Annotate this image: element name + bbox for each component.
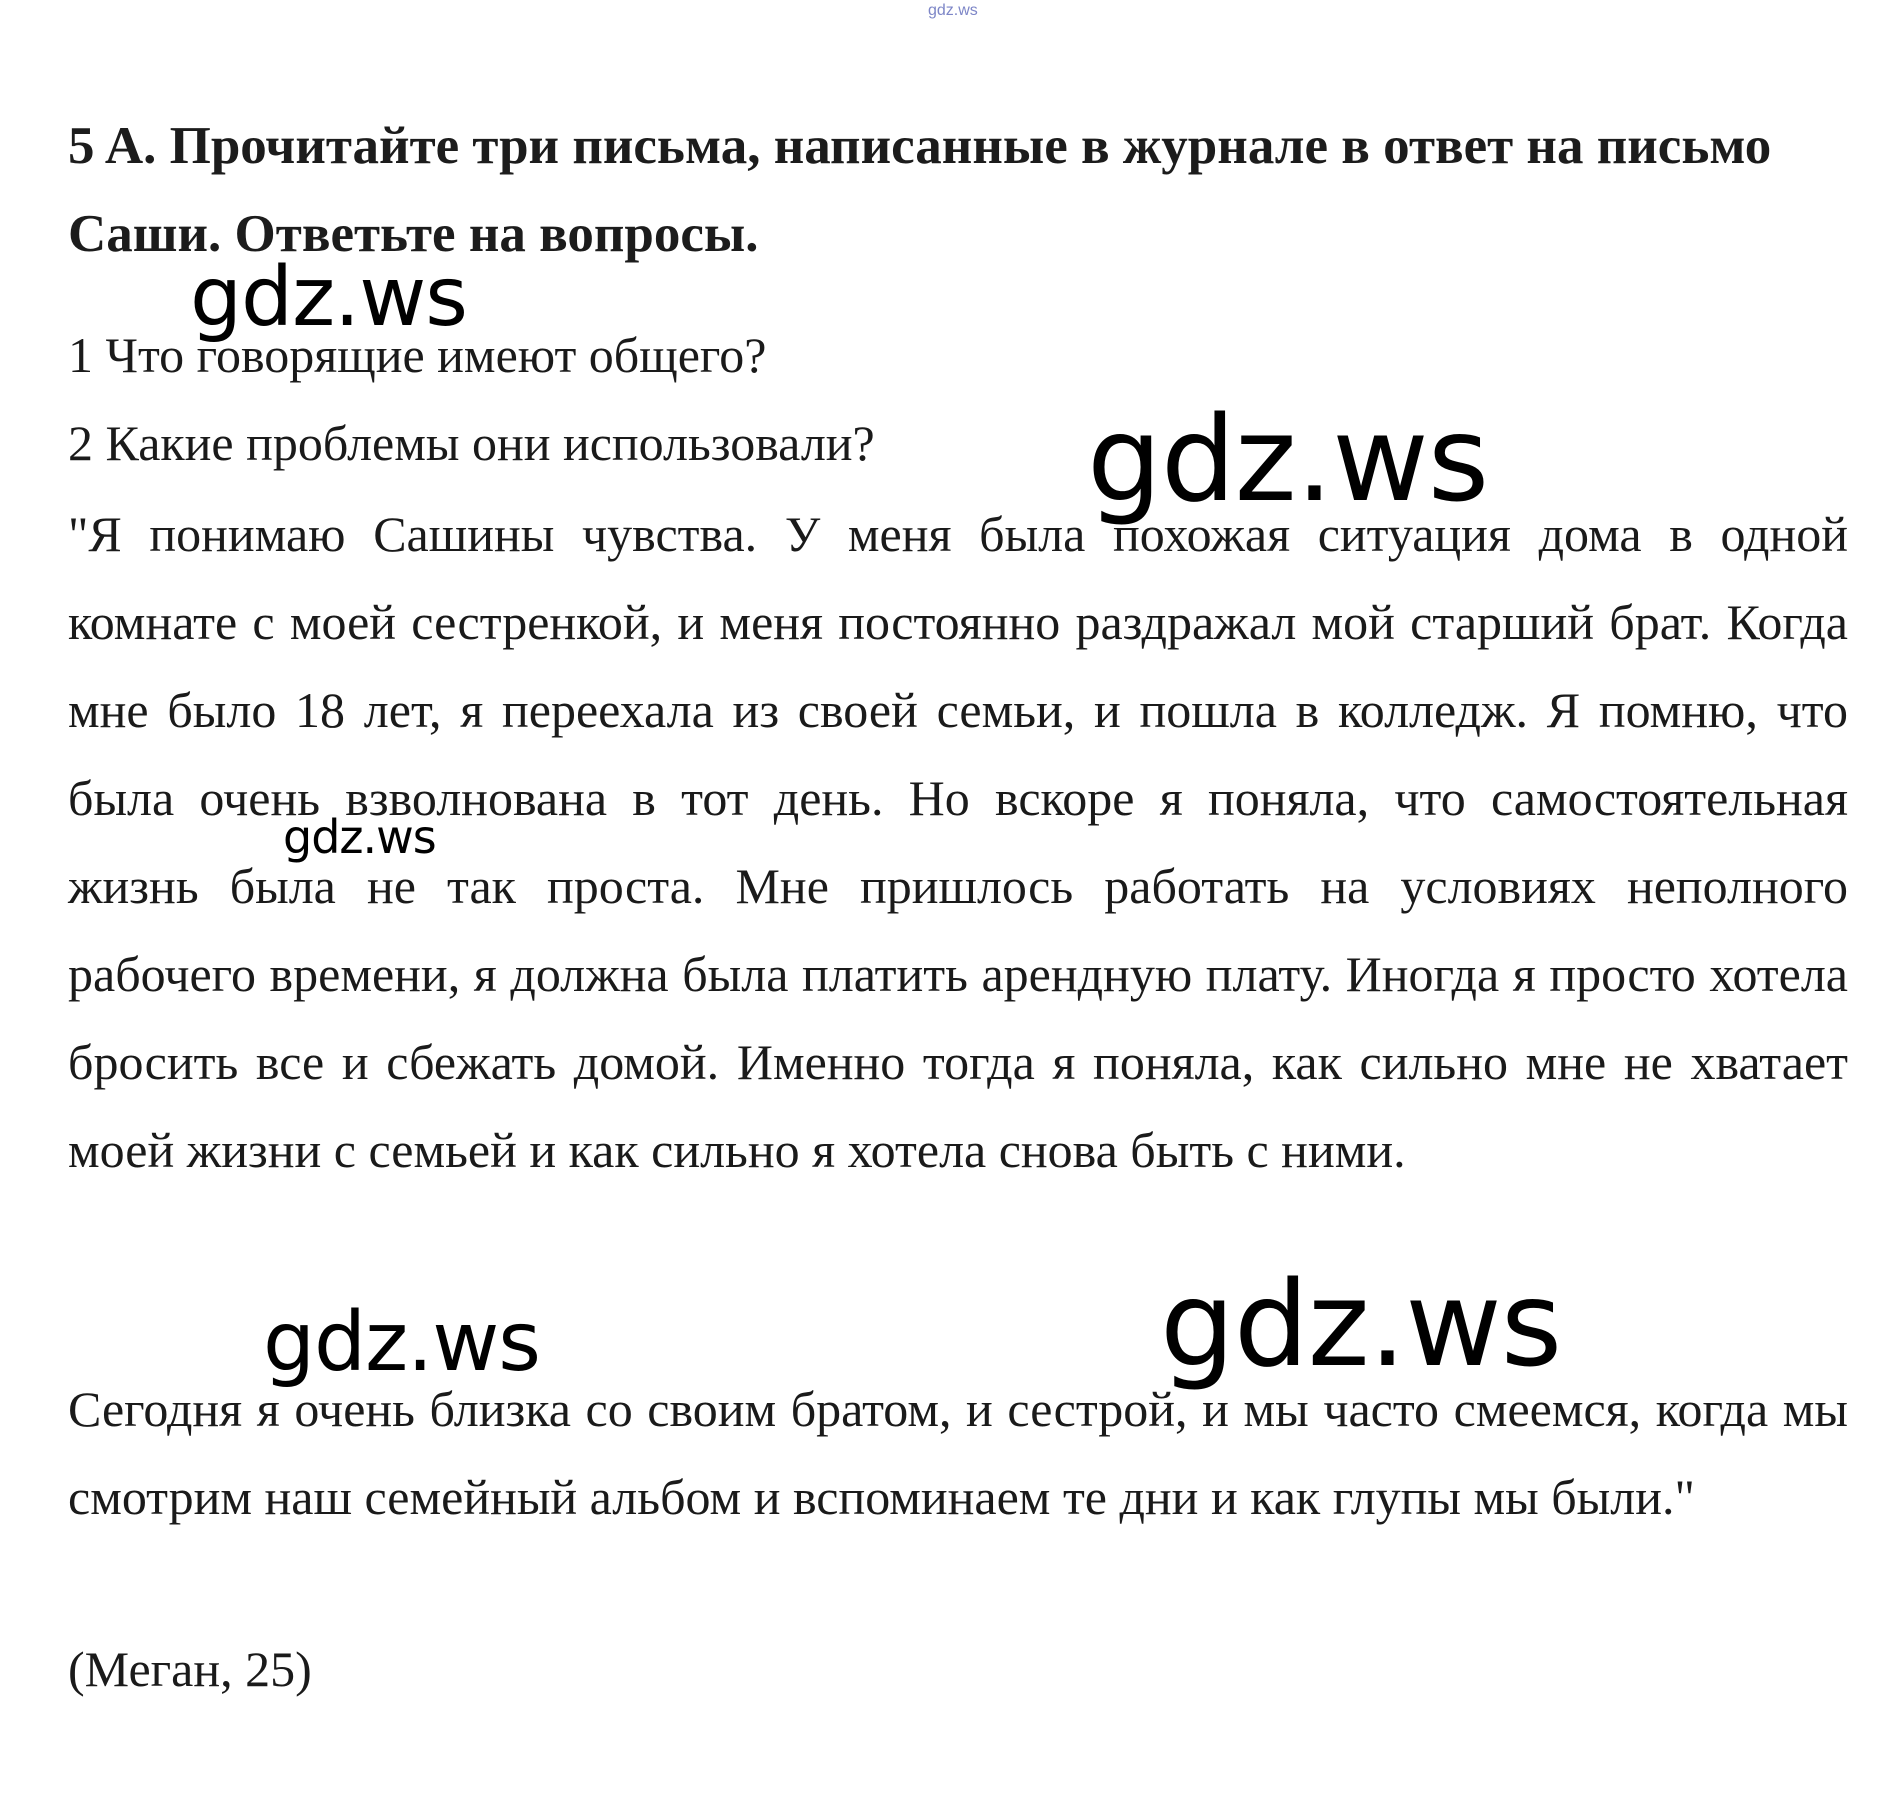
letter-paragraph-1: "Я понимаю Сашины чувства. У меня была похожая ситуация дома в одной комнате с моей сестренкой, и меня постоянно раздражал мой старший брат. Когда мне было 18 лет, я переехала из своей семьи, и пошла в колледж. Я помню, что была очень взволнована в тот день. Но вскоре я поняла, что самостоятельная жизнь была не так проста. Мне пришлось работать на условиях неполного рабочего времени, я должна была платить арендную плату. Иногда я просто хотела бросить все и сбежать домой. Именно тогда я поняла, как сильно мне не хватает моей жизни с семьей и как сильно я хотела снова быть с ними. [68,506,1848,1178]
question-1: 1 Что говорящие имеют общего? [68,327,767,383]
letter-author: (Меган, 25) [68,1641,312,1697]
top-watermark: gdz.ws [928,2,978,19]
watermark: gdz.ws [283,810,436,864]
watermark: gdz.ws [263,1295,540,1390]
question-2: 2 Какие проблемы они использовали? [68,415,875,471]
letter-paragraph-2: Сегодня я очень близка со своим братом, и сестрой, и мы часто смеемся, когда мы смотрим наш семейный альбом и вспоминаем те дни и как глупы мы были." [68,1381,1848,1525]
watermark: gdz.ws [190,250,467,345]
watermark: gdz.ws [1160,1255,1562,1393]
exercise-heading: 5 A. Прочитайте три письма, написанные в журнале в ответ на письмо Саши. Ответьте на вопросы. [68,117,1772,263]
watermark: gdz.ws [1087,390,1489,528]
